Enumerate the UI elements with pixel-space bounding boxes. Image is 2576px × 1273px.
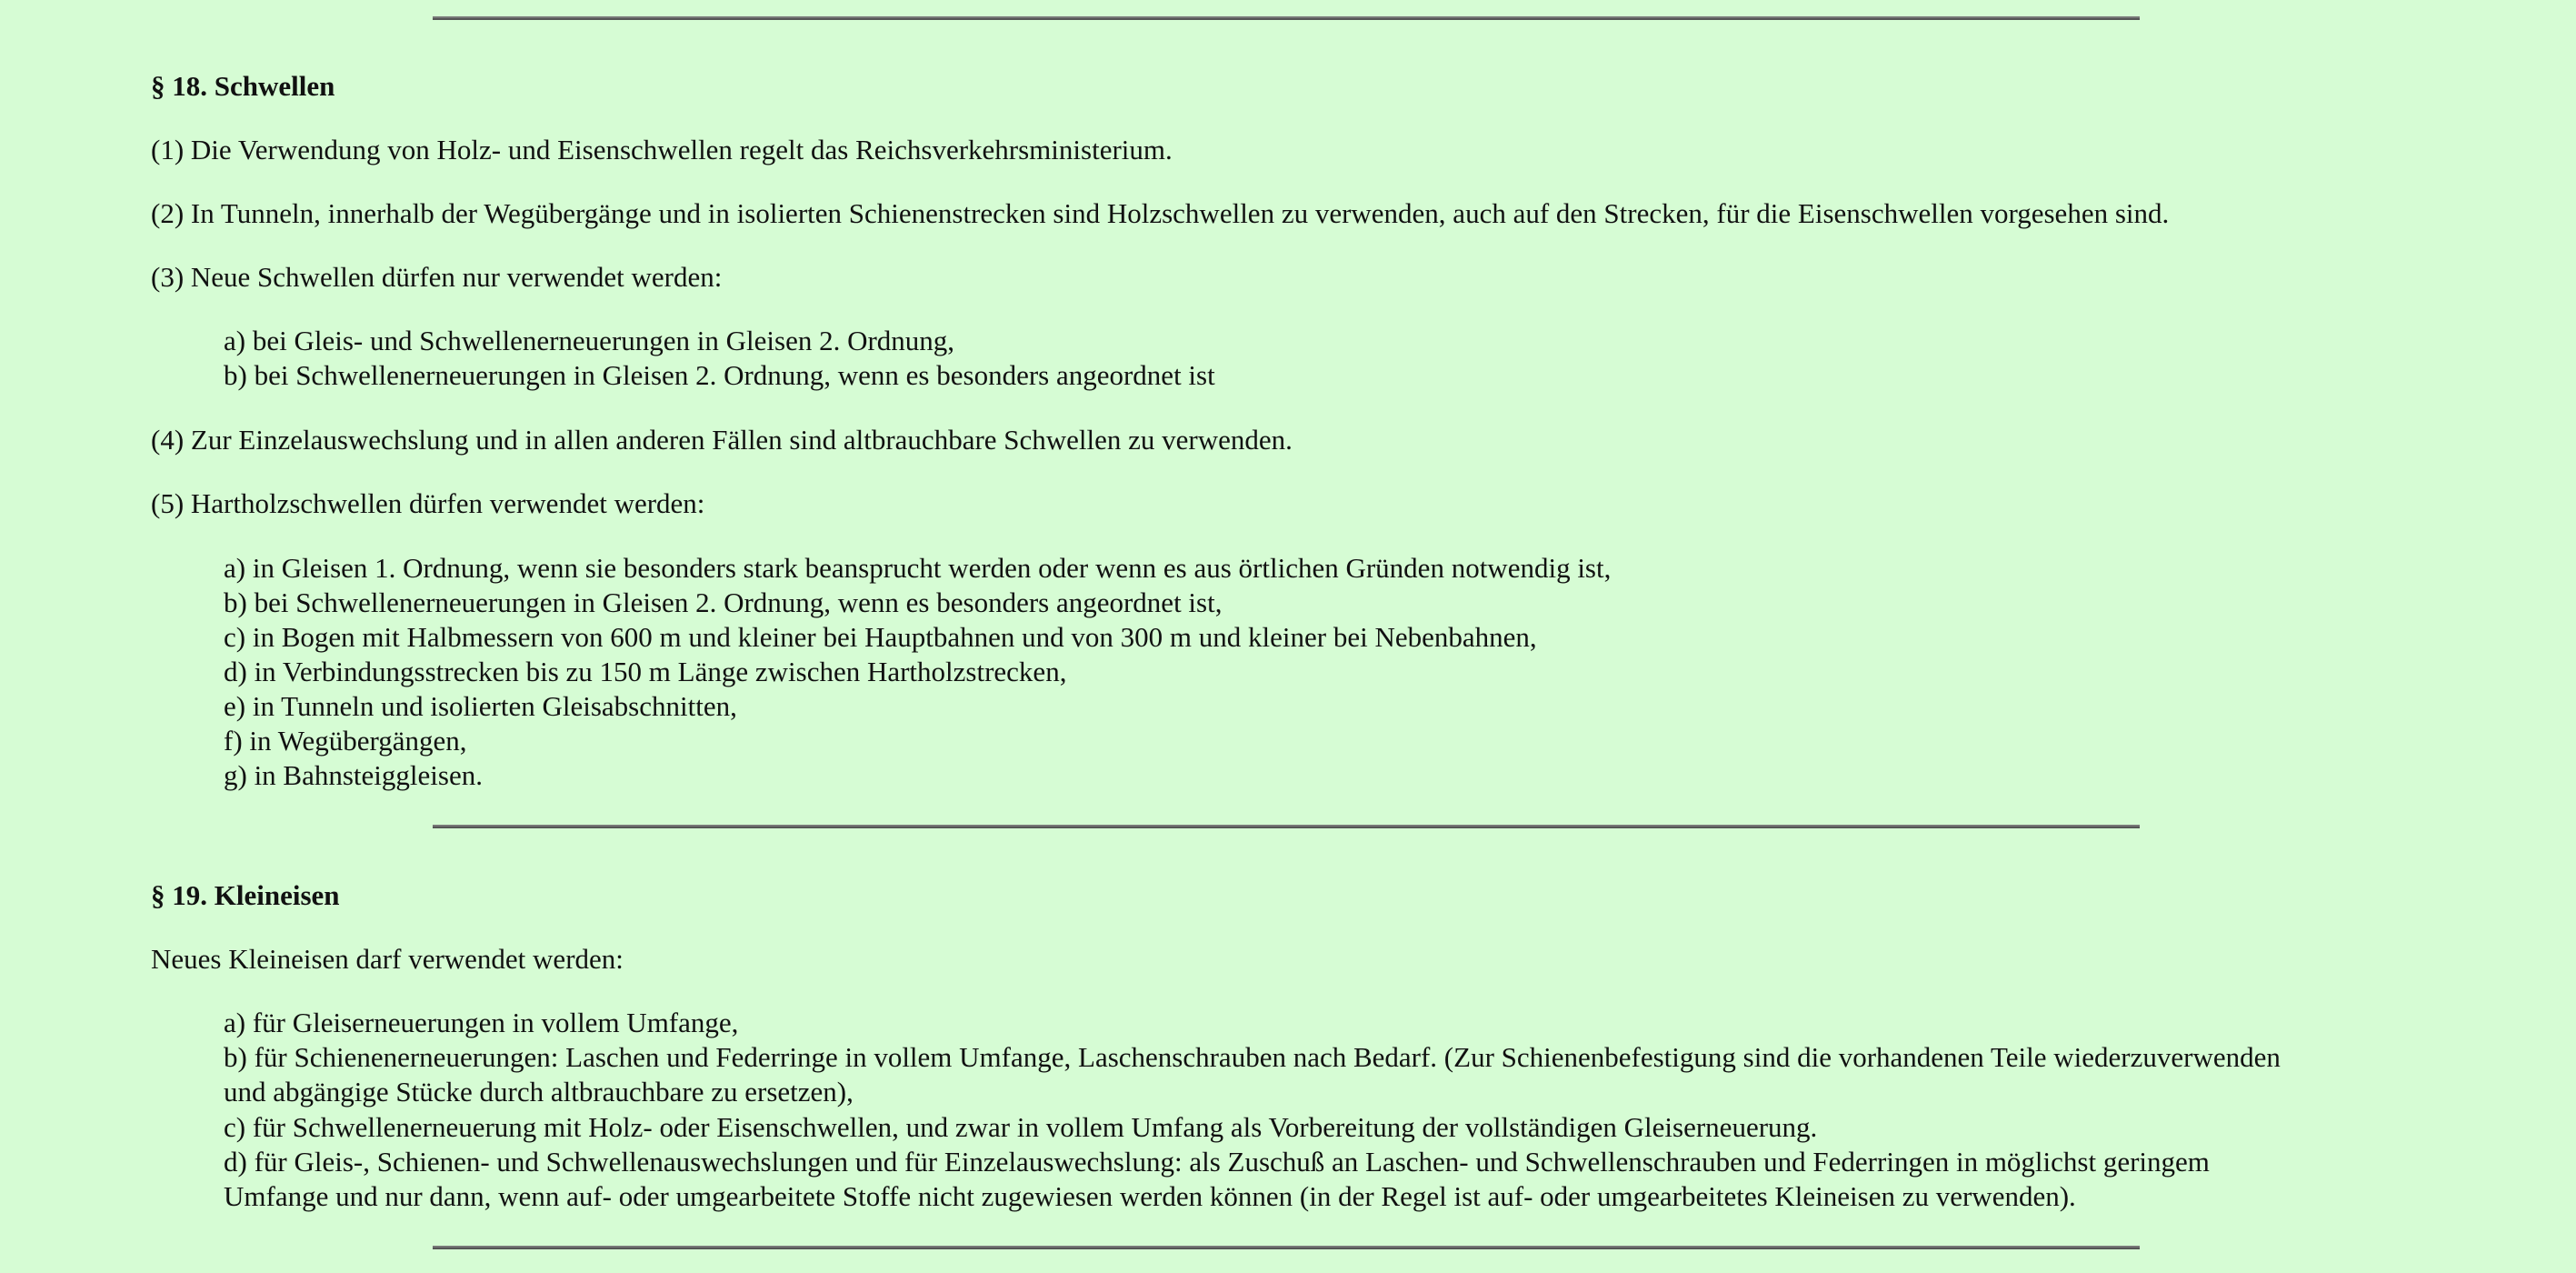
list-item: f) in Wegübergängen, xyxy=(224,725,467,757)
list-item: g) in Bahnsteiggleisen. xyxy=(224,759,483,791)
section-19-heading: § 19. Kleineisen xyxy=(151,879,340,911)
section-18-paragraph-1: (1) Die Verwendung von Holz- und Eisenschwellen regelt das Reichsverkehrsministerium. xyxy=(151,134,1173,165)
list-item: d) in Verbindungsstrecken bis zu 150 m Länge zwischen Hartholzstrecken, xyxy=(224,656,1067,687)
list-item-continuation: und abgängige Stücke durch altbrauchbare zu ersetzen), xyxy=(224,1076,854,1108)
list-item: b) bei Schwellenerneuerungen in Gleisen 2. Ordnung, wenn es besonders angeordnet ist, xyxy=(224,586,1223,618)
horizontal-rule-bottom xyxy=(433,1246,2140,1249)
section-18-paragraph-5: (5) Hartholzschwellen dürfen verwendet werden: xyxy=(151,487,705,519)
horizontal-rule-top xyxy=(433,16,2140,20)
list-item: e) in Tunneln und isolierten Gleisabschnitten, xyxy=(224,690,737,722)
list-item: d) für Gleis-, Schienen- und Schwellenauswechslungen und für Einzelauswechslung: als Zuschuß an Laschen- und Schwellenschrauben und Federringen in möglichst geringem xyxy=(224,1146,2210,1178)
list-item: c) für Schwellenerneuerung mit Holz- oder Eisenschwellen, und zwar in vollem Umfang als Vorbereitung der vollständigen Gleiserneuerung. xyxy=(224,1111,1818,1143)
list-item: c) in Bogen mit Halbmessern von 600 m und kleiner bei Hauptbahnen und von 300 m und kleiner bei Nebenbahnen, xyxy=(224,621,1537,653)
section-18-paragraph-2: (2) In Tunneln, innerhalb der Wegübergänge und in isolierten Schienenstrecken sind Holzschwellen zu verwenden, auch auf den Strecken, für die Eisenschwellen vorgesehen sind. xyxy=(151,197,2170,229)
list-item: a) für Gleiserneuerungen in vollem Umfange, xyxy=(224,1007,739,1038)
list-item-continuation: Umfange und nur dann, wenn auf- oder umgearbeitete Stoffe nicht zugewiesen werden können (in der Regel ist auf- oder umgearbeitetes Kleineisen zu verwenden). xyxy=(224,1180,2076,1212)
section-18-paragraph-3: (3) Neue Schwellen dürfen nur verwendet werden: xyxy=(151,261,723,293)
horizontal-rule-middle xyxy=(433,825,2140,828)
list-item: b) bei Schwellenerneuerungen in Gleisen 2. Ordnung, wenn es besonders angeordnet ist xyxy=(224,359,1215,391)
list-item: a) bei Gleis- und Schwellenerneuerungen in Gleisen 2. Ordnung, xyxy=(224,325,955,356)
section-18-paragraph-4: (4) Zur Einzelauswechslung und in allen anderen Fällen sind altbrauchbare Schwellen zu verwenden. xyxy=(151,424,1293,456)
section-18-heading: § 18. Schwellen xyxy=(151,70,335,102)
list-item: a) in Gleisen 1. Ordnung, wenn sie besonders stark beansprucht werden oder wenn es aus örtlichen Gründen notwendig ist, xyxy=(224,552,1612,584)
section-19-intro: Neues Kleineisen darf verwendet werden: xyxy=(151,943,624,975)
list-item: b) für Schienenerneuerungen: Laschen und Federringe in vollem Umfange, Laschenschrauben nach Bedarf. (Zur Schienenbefestigung sind die vorhandenen Teile wiederzuverwenden xyxy=(224,1041,2281,1073)
